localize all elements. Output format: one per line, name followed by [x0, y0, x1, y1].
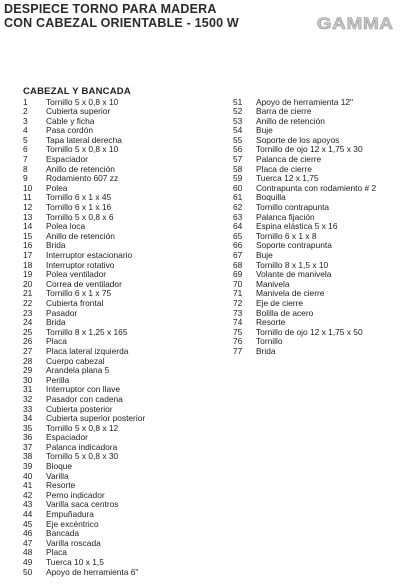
brand-logo: GAMMA	[317, 14, 394, 33]
part-description: Palanca fijación	[256, 211, 315, 222]
part-number: 32	[23, 393, 33, 404]
part-description: Bolilla de acero	[256, 307, 314, 318]
part-number: 31	[23, 384, 33, 395]
part-number: 22	[23, 297, 33, 308]
part-number: 61	[233, 192, 243, 203]
part-number: 6	[23, 144, 28, 155]
part-description: Perno indicador	[46, 489, 105, 500]
part-description: Tornillo 8 x 1,5 x 10	[256, 259, 329, 270]
part-number: 5	[23, 134, 28, 145]
part-description: Placa lateral izquierda	[46, 345, 129, 356]
part-description: Tapa lateral derecha	[46, 134, 122, 145]
part-description: Palanca indicadora	[46, 441, 118, 452]
part-number: 66	[233, 240, 243, 251]
part-description: Brida	[46, 317, 66, 328]
part-description: Palanca de cierre	[256, 154, 322, 165]
part-number: 4	[23, 125, 28, 136]
part-row	[233, 347, 398, 357]
part-number: 39	[23, 461, 33, 472]
part-description: Manivela	[256, 278, 290, 289]
part-description: Soporte contrapunta	[256, 240, 332, 251]
part-description: Tornillo 5 x 0,8 x 10	[46, 144, 119, 155]
part-number: 64	[233, 221, 243, 232]
part-number: 33	[23, 403, 33, 414]
part-description: Tornillo 6 x 1 x 8	[256, 230, 317, 241]
part-description: Buje	[256, 125, 273, 136]
part-description: Resorte	[256, 317, 286, 328]
part-number: 58	[233, 163, 243, 174]
part-number: 67	[233, 250, 243, 260]
part-description: Buje	[256, 250, 273, 260]
part-number: 14	[23, 221, 33, 232]
part-description: Placa de cierre	[256, 163, 312, 174]
part-description: Varilla saca centros	[46, 499, 119, 510]
part-number: 56	[233, 144, 243, 155]
part-description: Eje de cierre	[256, 297, 304, 308]
part-number: 74	[233, 317, 243, 328]
part-description: Tornillo 5 x 0,8 x 6	[46, 211, 114, 222]
part-number: 8	[23, 163, 28, 174]
part-description: Tornillo 5 x 0,8 x 10	[46, 96, 119, 107]
part-description: Placa	[46, 547, 67, 558]
part-number: 51	[233, 96, 243, 107]
part-number: 34	[23, 413, 33, 424]
part-number: 24	[23, 317, 33, 328]
part-number: 73	[233, 307, 243, 318]
part-description: Bloque	[46, 461, 73, 472]
part-description: Anillo de retención	[46, 230, 115, 241]
part-number: 16	[23, 240, 33, 251]
part-description: Tornillo de ojo 12 x 1,75 x 50	[256, 326, 363, 337]
part-description: Apoyo de herramienta 6"	[46, 566, 139, 577]
part-description: Brida	[256, 345, 276, 356]
part-description: Arandela plana 5	[46, 365, 110, 376]
section-title: CABEZAL Y BANCADA	[23, 86, 131, 97]
part-description: Volante de manivela	[256, 269, 332, 280]
part-description: Tornillo 6 x 1 x 45	[46, 192, 112, 203]
part-description: Correa de ventilador	[46, 278, 122, 289]
part-description: Tornillo 5 x 0,8 x 12	[46, 422, 119, 433]
part-description: Cubierta superior	[46, 106, 111, 117]
part-description: Tuerca 12 x 1,75	[256, 173, 319, 184]
part-number: 2	[23, 106, 28, 117]
part-number: 1	[23, 96, 28, 107]
part-description: Varilla roscada	[46, 537, 101, 548]
part-description: Tornillo de ojo 12 x 1,75 x 30	[256, 144, 363, 155]
part-description: Pasador con cadena	[46, 393, 123, 404]
part-description: Espina elástica 5 x 16	[256, 221, 338, 232]
part-description: Contrapunta con rodamiento # 2	[256, 182, 377, 193]
part-description: Polea ventilador	[46, 269, 107, 280]
part-number: 10	[23, 182, 33, 193]
parts-list-left	[23, 98, 223, 578]
part-number: 76	[233, 336, 243, 347]
part-number: 42	[23, 489, 33, 500]
part-number: 27	[23, 345, 33, 356]
part-number: 11	[23, 192, 32, 203]
title-line-1: DESPIECE TORNO PARA MADERA	[4, 2, 217, 16]
part-number: 60	[233, 182, 243, 193]
part-description: Polea	[46, 182, 68, 193]
part-number: 21	[23, 288, 33, 299]
part-number: 46	[23, 528, 33, 539]
part-number: 75	[233, 326, 243, 337]
parts-list-right	[233, 98, 398, 357]
part-description: Tornillo	[256, 336, 283, 347]
part-number: 57	[233, 154, 243, 165]
part-description: Soporte de los apoyos	[256, 134, 340, 145]
part-number: 12	[23, 202, 33, 213]
part-number: 13	[23, 211, 33, 222]
part-description: Tornillo contrapunta	[256, 202, 330, 213]
part-number: 19	[23, 269, 33, 280]
part-description: Interruptor estacionario	[46, 250, 133, 260]
part-number: 54	[233, 125, 243, 136]
part-number: 3	[23, 115, 28, 126]
part-description: Pasador	[46, 307, 78, 318]
part-number: 35	[23, 422, 33, 433]
part-description: Varilla	[46, 470, 69, 481]
part-number: 18	[23, 259, 33, 270]
part-description: Anillo de retención	[46, 163, 115, 174]
part-description: Tornillo 8 x 1,25 x 165	[46, 326, 128, 337]
part-number: 63	[233, 211, 243, 222]
part-number: 70	[233, 278, 243, 289]
part-description: Perilla	[46, 374, 70, 385]
document-title	[4, 2, 239, 30]
part-number: 52	[233, 106, 243, 117]
title-line-2: CON CABEZAL ORIENTABLE - 1500 W	[4, 16, 239, 30]
part-number: 53	[233, 115, 243, 126]
part-description: Cubierta posterior	[46, 403, 113, 414]
part-description: Anillo de retención	[256, 115, 325, 126]
part-number: 23	[23, 307, 33, 318]
part-description: Rodamiento 607 zz	[46, 173, 119, 184]
part-description: Apoyo de herramienta 12"	[256, 96, 354, 107]
part-description: Eje excéntrico	[46, 518, 99, 529]
part-description: Tornillo 6 x 1 x 75	[46, 288, 112, 299]
part-number: 65	[233, 230, 243, 241]
part-number: 72	[233, 297, 243, 308]
part-number: 28	[23, 355, 33, 366]
part-number: 25	[23, 326, 33, 337]
part-number: 49	[23, 557, 33, 567]
part-description: Espaciador	[46, 432, 88, 443]
part-number: 69	[233, 269, 243, 280]
part-number: 44	[23, 509, 33, 520]
part-description: Barra de cierre	[256, 106, 312, 117]
part-description: Cubierta frontal	[46, 297, 104, 308]
part-description: Polea loca	[46, 221, 86, 232]
part-number: 20	[23, 278, 33, 289]
part-number: 9	[23, 173, 28, 184]
part-description: Tuerca 10 x 1,5	[46, 557, 104, 567]
part-description: Boquilla	[256, 192, 286, 203]
document-header	[4, 2, 396, 38]
part-description: Cable y ficha	[46, 115, 95, 126]
part-number: 68	[233, 259, 243, 270]
part-number: 17	[23, 250, 33, 260]
part-number: 50	[23, 566, 33, 577]
part-description: Empuñadura	[46, 509, 94, 520]
part-number: 26	[23, 336, 33, 347]
part-description: Tornillo 5 x 0,8 x 30	[46, 451, 119, 462]
part-number: 41	[23, 480, 33, 491]
part-row	[23, 568, 223, 578]
part-number: 48	[23, 547, 33, 558]
part-number: 40	[23, 470, 33, 481]
part-number: 62	[233, 202, 243, 213]
part-description: Espaciador	[46, 154, 88, 165]
part-number: 55	[233, 134, 243, 145]
part-number: 7	[23, 154, 28, 165]
part-number: 29	[23, 365, 33, 376]
part-number: 45	[23, 518, 33, 529]
part-description: Bancada	[46, 528, 80, 539]
part-number: 43	[23, 499, 33, 510]
part-description: Manivela de cierre	[256, 288, 325, 299]
part-number: 38	[23, 451, 33, 462]
part-description: Interruptor con llave	[46, 384, 121, 395]
part-description: Interruptor rotativo	[46, 259, 115, 270]
part-number: 30	[23, 374, 33, 385]
part-number: 36	[23, 432, 33, 443]
part-description: Pasa cordón	[46, 125, 94, 136]
part-number: 37	[23, 441, 33, 452]
part-description: Cubierta superior posterior	[46, 413, 146, 424]
part-number: 59	[233, 173, 243, 184]
part-number: 47	[23, 537, 33, 548]
part-number: 77	[233, 345, 243, 356]
part-number: 15	[23, 230, 33, 241]
part-description: Brida	[46, 240, 66, 251]
part-description: Cuerpo cabezal	[46, 355, 105, 366]
part-description: Placa	[46, 336, 67, 347]
part-description: Resorte	[46, 480, 76, 491]
part-description: Tornillo 6 x 1 x 16	[46, 202, 112, 213]
part-number: 71	[233, 288, 243, 299]
